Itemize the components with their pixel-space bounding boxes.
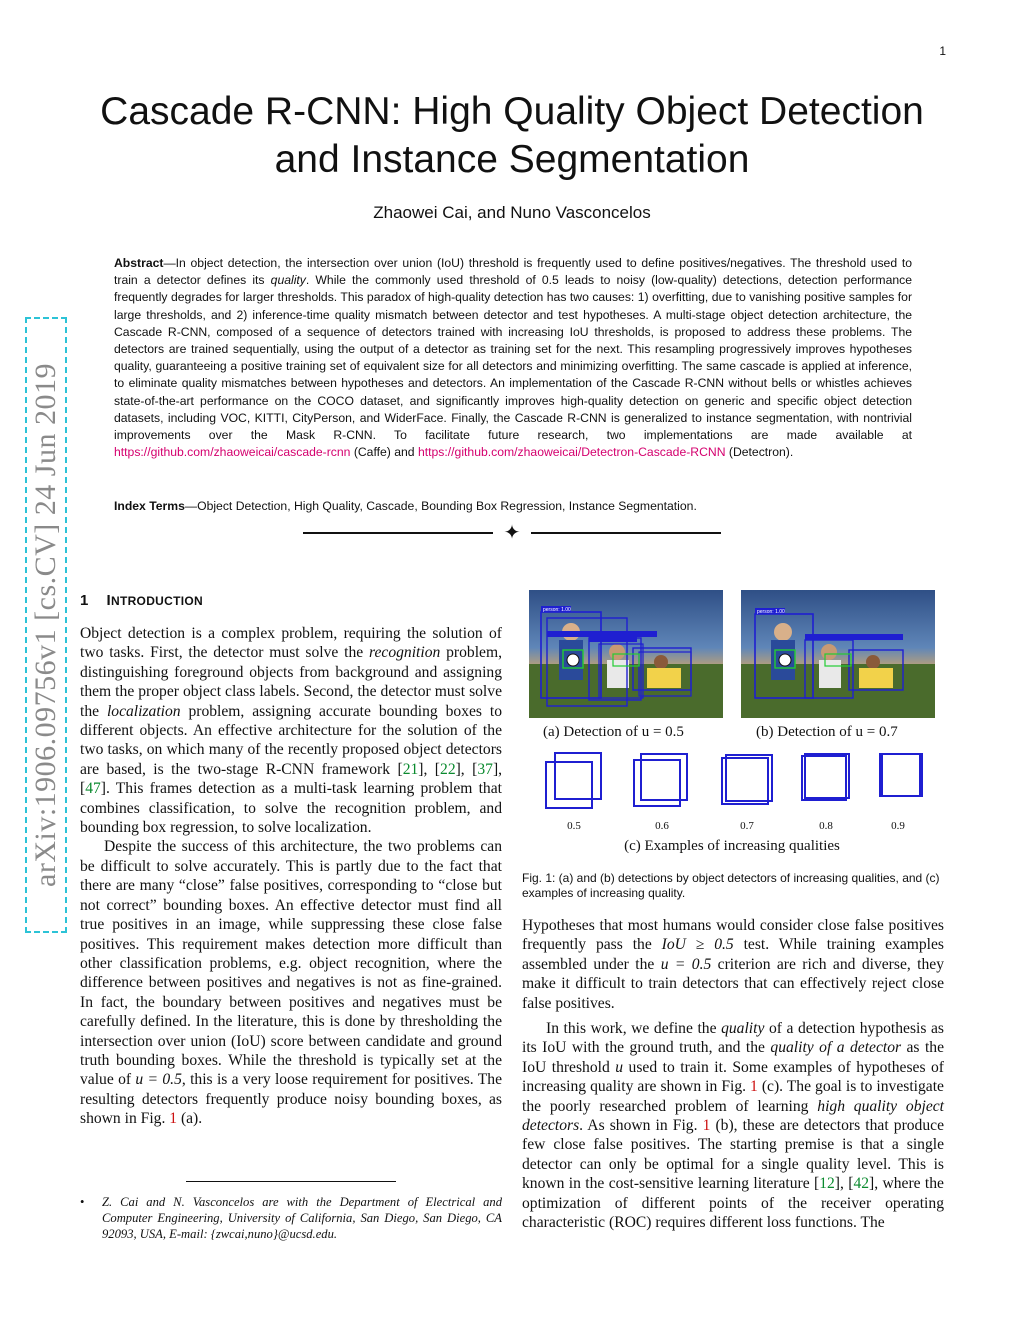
detectron-repo-link[interactable]: https://github.com/zhaoweicai/Detectron-Cascade-RCNN	[417, 445, 726, 460]
detection-image-a	[529, 590, 723, 718]
quality-example-0.9	[874, 750, 936, 812]
detection-label-a: person: 1.00	[543, 607, 571, 613]
quality-example-0.8	[796, 750, 858, 812]
right-column	[522, 916, 944, 1233]
subcaption-a: (a) Detection of u = 0.5	[543, 724, 684, 740]
intro-paragraph-1: Object detection is a complex problem, requiring the solution of two tasks. First, the detector must solve the recognition problem, distinguishing foreground objects from background and assigning them the proper object class labels. Second, the detector must solve the localization problem, assigning accurate bounding boxes to different objects. An effective architecture for the solution of the two tasks, on which many of the recently proposed object detectors are based, is the two-stage R-CNN framework [21], [22], [37], [47]. This frames detection as a multi-task learning problem that combines classification, to solve the recognition problem, and bounding box regression, to solve localization.	[80, 625, 503, 837]
intro-paragraph-2: Despite the success of this architecture, the two problems can be difficult to solve accurately. This is partly due to the fact that there are many “close” false positives, corresponding to “close but not correct” bounding boxes. An effective detector must find all true positives in an image, while suppressing these close false positives. This requirement makes detection more difficult than other classification problems, e.g. object recognition, where the difference between positives and negatives is not as fine-grained. In fact, the boundary between positives and negatives must be carefully defined. In the literature, this is done by thresholding the intersection over union (IoU) score between candidate and ground truth bounding boxes. While the threshold is typically set at the value of u = 0.5, this is a very loose requirement for positives. The resulting detectors frequently produce noisy bounding boxes, as shown in Fig. 1 (a).	[80, 838, 502, 1128]
paper-title	[60, 88, 964, 184]
abstract	[114, 255, 912, 461]
section-initial: I	[106, 592, 111, 609]
quality-label: 0.8	[819, 820, 833, 832]
separator-rule-right	[531, 532, 721, 534]
index-terms	[114, 499, 912, 513]
section-title-rest: NTRODUCTION	[111, 594, 203, 608]
footnote-rule	[186, 1181, 396, 1182]
caffe-repo-link[interactable]: https://github.com/zhaoweicai/cascade-rcnn	[114, 445, 351, 460]
arxiv-id-text: arXiv:1906.09756v1 [cs.CV] 24 Jun 2019	[25, 317, 67, 933]
authors: Zhaowei Cai, and Nuno Vasconcelos	[373, 203, 651, 222]
figure-1-ref[interactable]: 1	[169, 1110, 178, 1128]
quality-label: 0.9	[891, 820, 905, 832]
detection-label-b: person: 1.00	[757, 609, 785, 615]
quality-example-0.7	[716, 750, 778, 812]
index-terms-label: Index Terms	[114, 499, 185, 513]
citation-12[interactable]: 12	[819, 1175, 835, 1193]
separator-star-icon: ✦	[503, 522, 521, 544]
abstract-quality: quality	[270, 273, 306, 288]
section-heading	[80, 592, 203, 609]
page-number: 1	[939, 44, 946, 58]
citation-21[interactable]: 21	[402, 760, 419, 778]
citation-47[interactable]: 47	[85, 780, 101, 798]
detection-image-b	[741, 590, 935, 718]
citation-22[interactable]: 22	[440, 760, 456, 778]
abstract-text-4: (Detectron).	[725, 445, 794, 460]
subcaption-b: (b) Detection of u = 0.7	[756, 724, 898, 740]
citation-42[interactable]: 42	[853, 1175, 870, 1193]
abstract-text-3: (Caffe) and	[350, 445, 418, 460]
index-terms-text: —Object Detection, High Quality, Cascade, Bounding Box Regression, Instance Segmentation.	[184, 499, 697, 513]
footnote-text: Z. Cai and N. Vasconcelos are with the Department of Electrical and Computer Engineering, University of California, San Diego, San Diego, CA 92093, USA, E-mail: {zwcai,nuno}@ucsd.edu.	[102, 1195, 502, 1241]
citation-37[interactable]: 37	[477, 760, 493, 778]
title-line-1: Cascade R-CNN: High Quality Object Detection	[100, 90, 924, 133]
abstract-text-1: —In object detection, the intersection over union (IoU) threshold is frequently used to define positives/negatives. The threshold used to train a detector defines its	[114, 256, 912, 288]
quality-label: 0.6	[655, 820, 669, 832]
abstract-label: Abstract	[114, 256, 164, 270]
section-number: 1	[80, 592, 89, 609]
quality-example-0.5	[543, 750, 605, 812]
quality-label: 0.5	[567, 820, 581, 832]
right-paragraph-1: Hypotheses that most humans would consider close false positives frequently pass the IoU ≥ 0.5 test. While training examples assembled under the u = 0.5 criterion are rich and diverse, they make it difficult to train detectors that can effectively reject close false positives.	[522, 917, 945, 1012]
footnote	[80, 1194, 502, 1242]
footnote-bullet: •	[80, 1195, 85, 1209]
quality-example-0.6	[630, 750, 692, 812]
figure-1-ref[interactable]: 1	[702, 1117, 711, 1135]
title-line-2: and Instance Segmentation	[274, 138, 750, 181]
subcaption-c: (c) Examples of increasing qualities	[624, 838, 840, 854]
left-column	[80, 624, 502, 1129]
quality-label: 0.7	[740, 820, 754, 832]
right-paragraph-2: In this work, we define the quality of a detection hypothesis as its IoU with the ground truth, and the quality of a detector as the IoU threshold u used to train it. Some examples of hypotheses of increasing quality are shown in Fig. 1 (c). The goal is to investigate the poorly researched problem of learning high quality object detectors. As shown in Fig. 1 (b), these are detectors that produce few close false positives. The starting premise is that a single detector can only be optimal for a single quality level. This is known in the cost-sensitive learning literature [12], [42], where the optimization of different points of the receiver operating characteristic (ROC) requires different loss functions. The	[522, 1020, 944, 1232]
figure-1-ref[interactable]: 1	[750, 1078, 758, 1096]
abstract-text-2: . While the commonly used threshold of 0.5 leads to noisy (low-quality) detections, detection performance frequently degrades for larger thresholds. This paradox of high-quality detection has two causes: 1) overfitting, due to vanishing positive samples for large thresholds, and 2) inference-time quality mismatch between detector and test hypotheses. A multi-stage object detection architecture, the Cascade R-CNN, composed of a sequence of detectors trained with increasing IoU thresholds, is proposed to address these problems. The detectors are trained sequentially, using the output of a detector as training set for the next. This resampling progressively improves hypotheses quality, guaranteeing a positive training set of equivalent size for all detectors and minimizing overfitting. The same cascade is applied at inference, to eliminate quality mismatches between hypotheses and detectors. An implementation of the Cascade R-CNN without bells or whistles achieves state-of-the-art performance on the COCO dataset, and significantly improves high-quality detection on generic and specific object detection datasets, including VOC, KITTI, CityPerson, and WiderFace. Finally, the Cascade R-CNN is generalized to instance segmentation, with nontrivial improvements over the Mask R-CNN. To facilitate future research, two implementations are made available at	[114, 273, 912, 443]
figure-1-caption: Fig. 1: (a) and (b) detections by object detectors of increasing qualities, and (c) examples of increasing quality.	[522, 871, 940, 900]
separator-rule-left	[303, 532, 493, 534]
